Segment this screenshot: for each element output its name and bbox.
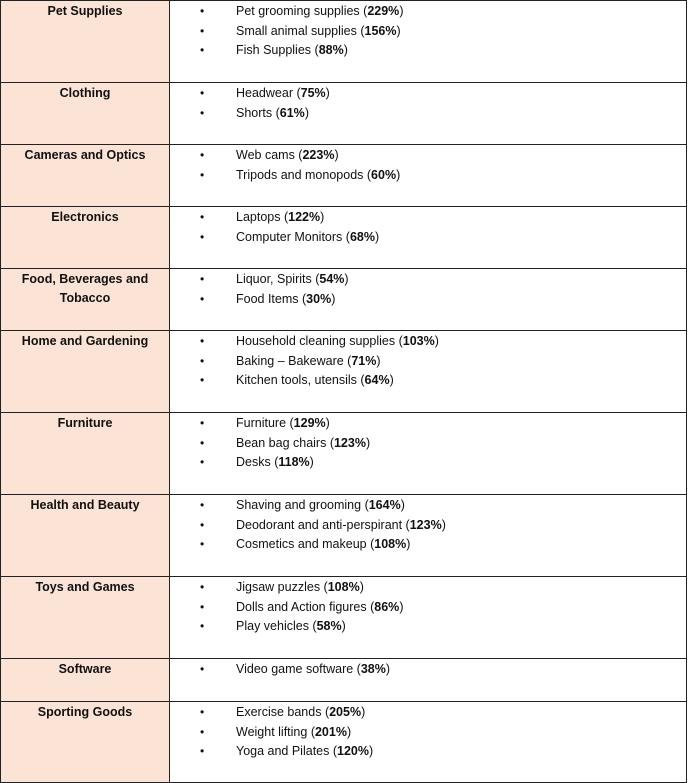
bullet-icon: • — [200, 167, 205, 182]
list-item: • Jigsaw puzzles (108%) — [236, 578, 686, 598]
item-name: Shorts — [236, 105, 273, 120]
item-name: Desks — [236, 455, 271, 470]
item-name: Shaving and grooming — [236, 498, 362, 512]
category-cell: Clothing — [1, 83, 170, 145]
item-percentage: 61% — [279, 105, 305, 120]
items-cell — [170, 495, 687, 577]
list-item: • Shaving and grooming (164%) — [236, 496, 686, 516]
list-item: • Dolls and Action figures (86%) — [236, 598, 686, 618]
bullet-icon: • — [200, 662, 205, 676]
items-cell — [170, 269, 687, 331]
table-body — [1, 1, 687, 783]
item-percentage: 229% — [367, 4, 400, 18]
item-percentage: 54% — [319, 272, 345, 286]
item-percentage: 129% — [293, 416, 326, 430]
item-name: Food Items — [236, 291, 299, 306]
list-item: • Yoga and Pilates (120%) — [236, 742, 686, 762]
list-item: • Computer Monitors (68%) — [236, 228, 686, 248]
subcategory-list — [170, 659, 686, 680]
list-item: • Pet grooming supplies (229%) — [236, 2, 686, 22]
items-cell — [170, 413, 687, 495]
item-percentage: 164% — [368, 498, 401, 512]
item-name: Web cams — [236, 148, 295, 162]
item-percentage: 108% — [374, 537, 407, 552]
bullet-icon: • — [200, 416, 205, 430]
bullet-icon: • — [200, 148, 205, 162]
item-name: Computer Monitors — [236, 229, 343, 244]
item-name: Yoga and Pilates — [236, 744, 330, 759]
list-item: • Food Items (30%) — [236, 290, 686, 310]
items-cell — [170, 577, 687, 659]
list-item: • Shorts (61%) — [236, 104, 686, 124]
item-percentage: 223% — [302, 148, 335, 162]
bullet-icon: • — [200, 498, 205, 512]
subcategory-list — [170, 495, 686, 555]
item-percentage: 68% — [349, 229, 375, 244]
table-row — [1, 145, 687, 207]
category-cell: Software — [1, 659, 170, 702]
bullet-icon: • — [200, 210, 205, 224]
item-percentage: 64% — [364, 373, 390, 388]
item-name: Furniture — [236, 416, 287, 430]
category-cell: Electronics — [1, 207, 170, 269]
bullet-icon: • — [200, 334, 205, 348]
subcategory-list — [170, 1, 686, 61]
items-cell — [170, 331, 687, 413]
item-name: Baking – Bakeware — [236, 353, 344, 368]
item-percentage: 30% — [306, 291, 332, 306]
list-item: • Cosmetics and makeup (108%) — [236, 535, 686, 555]
items-cell — [170, 659, 687, 702]
list-item: • Headwear (75%) — [236, 84, 686, 104]
item-name: Cosmetics and makeup — [236, 537, 367, 552]
bullet-icon: • — [200, 291, 205, 306]
item-percentage: 108% — [327, 580, 360, 594]
bullet-icon: • — [200, 619, 205, 634]
item-name: Small animal supplies — [236, 23, 357, 38]
table-row — [1, 495, 687, 577]
table-row — [1, 659, 687, 702]
subcategory-list — [170, 145, 686, 185]
list-item: • Web cams (223%) — [236, 146, 686, 166]
list-item: • Laptops (122%) — [236, 208, 686, 228]
table-row — [1, 269, 687, 331]
bullet-icon: • — [200, 580, 205, 594]
item-percentage: 156% — [364, 23, 397, 38]
item-percentage: 201% — [314, 724, 347, 739]
item-name: Deodorant and anti-perspirant — [236, 517, 403, 532]
item-name: Pet grooming supplies — [236, 4, 360, 18]
item-name: Jigsaw puzzles — [236, 580, 321, 594]
bullet-icon: • — [200, 105, 205, 120]
bullet-icon: • — [200, 744, 205, 759]
bullet-icon: • — [200, 229, 205, 244]
bullet-icon: • — [200, 517, 205, 532]
bullet-icon: • — [200, 373, 205, 388]
item-percentage: 118% — [278, 455, 310, 470]
category-cell: Food, Beverages and Tobacco — [1, 269, 170, 331]
item-percentage: 122% — [288, 210, 321, 224]
item-name: Exercise bands — [236, 705, 322, 719]
category-cell: Pet Supplies — [1, 1, 170, 83]
bullet-icon: • — [200, 353, 205, 368]
category-cell: Sporting Goods — [1, 702, 170, 783]
item-name: Bean bag chairs — [236, 435, 327, 450]
item-name: Headwear — [236, 86, 293, 100]
list-item: • Bean bag chairs (123%) — [236, 434, 686, 454]
items-cell — [170, 1, 687, 83]
category-cell: Cameras and Optics — [1, 145, 170, 207]
table-row — [1, 207, 687, 269]
category-cell: Furniture — [1, 413, 170, 495]
subcategory-list — [170, 269, 686, 309]
item-name: Laptops — [236, 210, 281, 224]
bullet-icon: • — [200, 599, 205, 614]
list-item: • Liquor, Spirits (54%) — [236, 270, 686, 290]
list-item: • Baking – Bakeware (71%) — [236, 352, 686, 372]
item-name: Liquor, Spirits — [236, 272, 312, 286]
item-percentage: 75% — [300, 86, 326, 100]
item-name: Kitchen tools, utensils — [236, 373, 357, 388]
table-row — [1, 702, 687, 783]
bullet-icon: • — [200, 43, 205, 58]
item-name: Weight lifting — [236, 724, 308, 739]
item-name: Fish Supplies — [236, 43, 312, 58]
subcategory-list — [170, 702, 686, 762]
list-item: • Play vehicles (58%) — [236, 617, 686, 637]
category-cell: Home and Gardening — [1, 331, 170, 413]
list-item: • Kitchen tools, utensils (64%) — [236, 371, 686, 391]
item-name: Household cleaning supplies — [236, 334, 396, 348]
items-cell — [170, 207, 687, 269]
bullet-icon: • — [200, 435, 205, 450]
item-percentage: 120% — [337, 744, 369, 759]
item-percentage: 88% — [318, 43, 344, 58]
item-name: Video game software — [236, 662, 354, 676]
list-item: • Furniture (129%) — [236, 414, 686, 434]
table-row — [1, 577, 687, 659]
item-percentage: 58% — [316, 619, 342, 634]
bullet-icon: • — [200, 537, 205, 552]
table-row — [1, 413, 687, 495]
list-item: • Desks (118%) — [236, 453, 686, 473]
items-cell — [170, 702, 687, 783]
item-percentage: 86% — [374, 599, 400, 614]
table-row — [1, 331, 687, 413]
list-item: • Weight lifting (201%) — [236, 723, 686, 743]
table-row — [1, 83, 687, 145]
bullet-icon: • — [200, 4, 205, 18]
list-item: • Household cleaning supplies (103%) — [236, 332, 686, 352]
subcategory-list — [170, 331, 686, 391]
item-percentage: 123% — [409, 517, 442, 532]
items-cell — [170, 83, 687, 145]
list-item: • Small animal supplies (156%) — [236, 22, 686, 42]
list-item: • Tripods and monopods (60%) — [236, 166, 686, 186]
bullet-icon: • — [200, 724, 205, 739]
item-percentage: 103% — [402, 334, 435, 348]
list-item: • Deodorant and anti-perspirant (123%) — [236, 516, 686, 536]
item-percentage: 38% — [360, 662, 386, 676]
items-cell — [170, 145, 687, 207]
bullet-icon: • — [200, 272, 205, 286]
bullet-icon: • — [200, 23, 205, 38]
list-item: • Exercise bands (205%) — [236, 703, 686, 723]
item-name: Tripods and monopods — [236, 167, 364, 182]
item-percentage: 60% — [371, 167, 397, 182]
bullet-icon: • — [200, 455, 205, 470]
table-row — [1, 1, 687, 83]
category-cell: Health and Beauty — [1, 495, 170, 577]
subcategory-list — [170, 577, 686, 637]
item-percentage: 123% — [333, 435, 366, 450]
item-name: Play vehicles — [236, 619, 309, 634]
bullet-icon: • — [200, 705, 205, 719]
bullet-icon: • — [200, 86, 205, 100]
subcategory-list — [170, 83, 686, 123]
category-cell: Toys and Games — [1, 577, 170, 659]
subcategory-list — [170, 207, 686, 247]
subcategory-list — [170, 413, 686, 473]
list-item: • Video game software (38%) — [236, 660, 686, 680]
item-name: Dolls and Action figures — [236, 599, 367, 614]
list-item: • Fish Supplies (88%) — [236, 41, 686, 61]
item-percentage: 71% — [351, 353, 377, 368]
item-percentage: 205% — [329, 705, 362, 719]
